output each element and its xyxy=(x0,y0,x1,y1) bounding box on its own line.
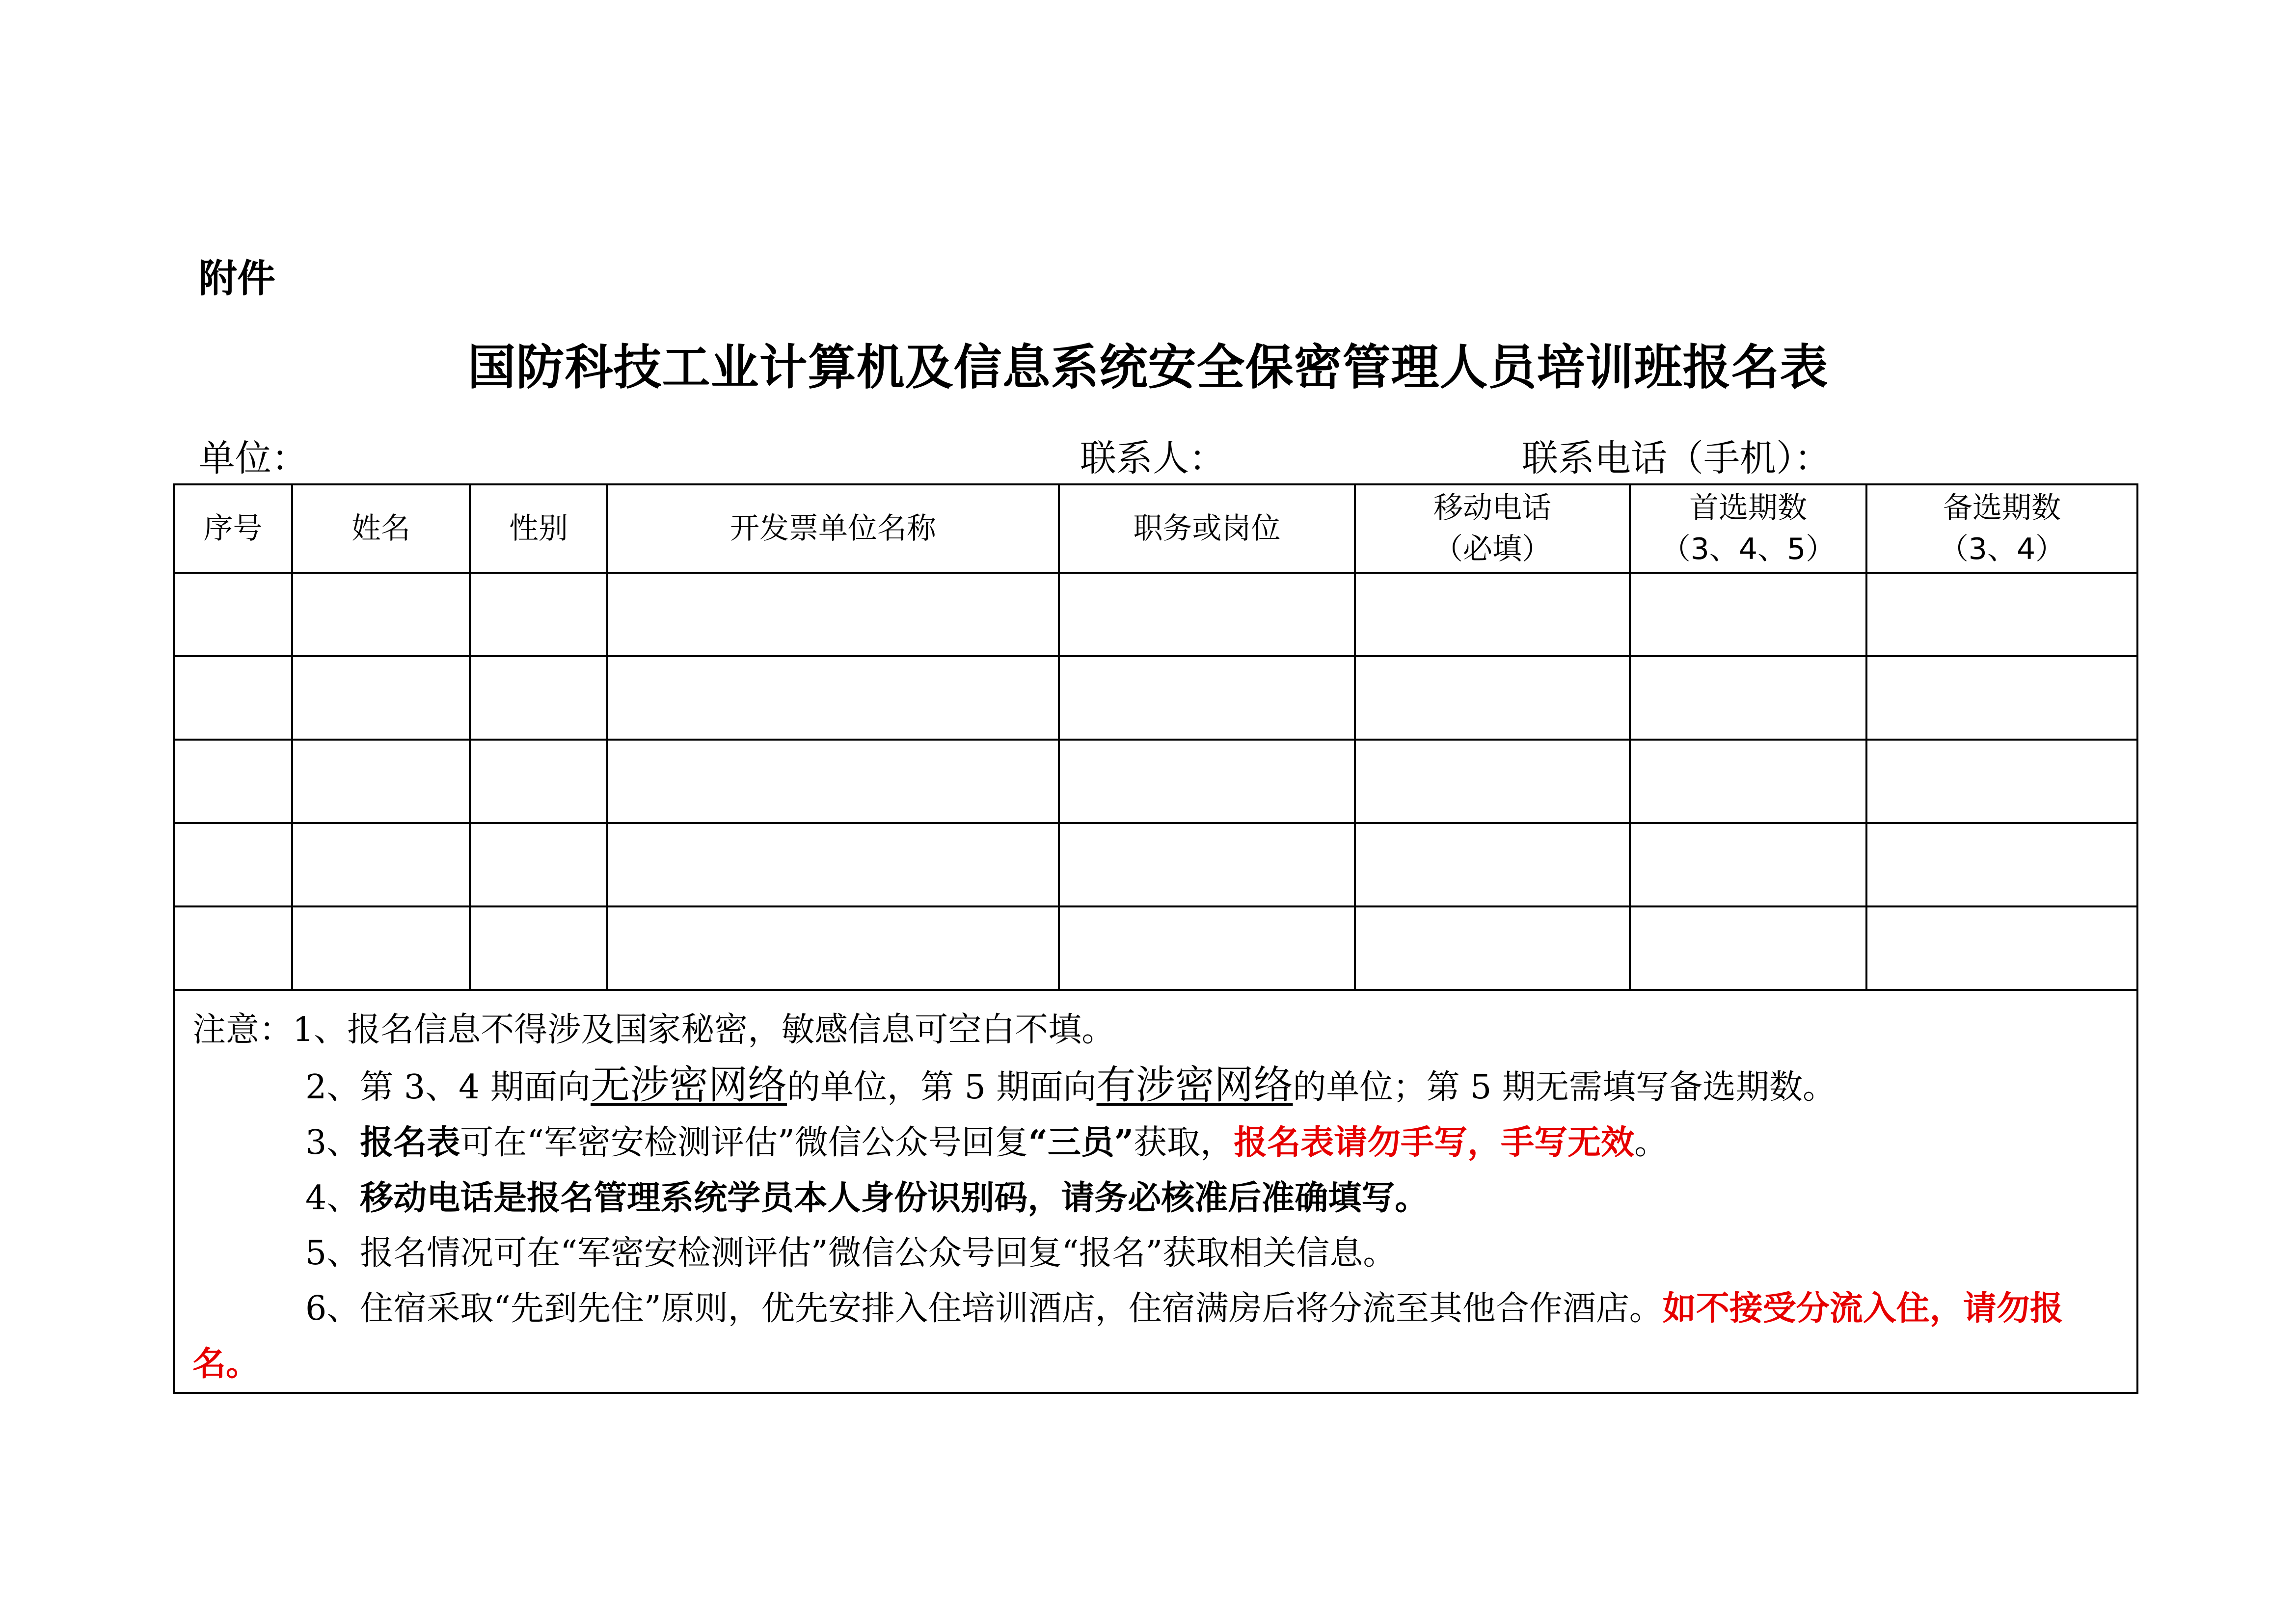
table-cell[interactable] xyxy=(607,573,1059,656)
header-second-choice: 备选期数 （3、4） xyxy=(1866,484,2137,573)
table-cell[interactable] xyxy=(1630,906,1866,990)
header-invoice-unit: 开发票单位名称 xyxy=(607,484,1059,573)
table-cell[interactable] xyxy=(1059,656,1355,740)
note-4: 4、移动电话是报名管理系统学员本人身份识别码，请务必核准后准确填写。 xyxy=(305,1178,1429,1218)
table-row xyxy=(174,656,2137,740)
table-cell[interactable] xyxy=(174,740,292,823)
table-cell[interactable] xyxy=(292,906,470,990)
header-first-choice: 首选期数 （3、4、5） xyxy=(1630,484,1866,573)
note-1: 注意：1、报名信息不得涉及国家秘密，敏感信息可空白不填。 xyxy=(192,1011,1115,1049)
table-cell[interactable] xyxy=(1059,823,1355,906)
table-cell[interactable] xyxy=(1355,906,1630,990)
table-cell[interactable] xyxy=(1059,740,1355,823)
table-cell[interactable] xyxy=(292,823,470,906)
registration-table xyxy=(173,483,2138,1394)
header-seq: 序号 xyxy=(174,484,292,573)
table-cell[interactable] xyxy=(470,906,607,990)
attachment-label: 附件 xyxy=(199,257,276,301)
table-cell[interactable] xyxy=(1866,823,2137,906)
table-cell[interactable] xyxy=(174,906,292,990)
table-cell[interactable] xyxy=(292,656,470,740)
phone-field-label: 联系电话（手机）： xyxy=(1522,437,1831,479)
table-cell[interactable] xyxy=(174,656,292,740)
notes-cell xyxy=(174,990,2137,1393)
note-6: 6、住宿采取“先到先住”原则，优先安排入住培训酒店，住宿满房后将分流至其他合作酒店。如不接受分流入住，请勿报名。 xyxy=(192,1289,2063,1384)
table-cell[interactable] xyxy=(607,656,1059,740)
table-row xyxy=(174,573,2137,656)
table-cell[interactable] xyxy=(607,823,1059,906)
table-cell[interactable] xyxy=(1059,906,1355,990)
table-cell[interactable] xyxy=(1355,573,1630,656)
table-cell[interactable] xyxy=(470,823,607,906)
table-cell[interactable] xyxy=(1630,573,1866,656)
table-cell[interactable] xyxy=(470,740,607,823)
table-cell[interactable] xyxy=(1355,740,1630,823)
table-cell[interactable] xyxy=(174,823,292,906)
table-cell[interactable] xyxy=(1630,740,1866,823)
page-title: 国防科技工业计算机及信息系统安全保密管理人员培训班报名表 xyxy=(467,339,1829,396)
header-mobile: 移动电话 （必填） xyxy=(1355,484,1630,573)
table-cell[interactable] xyxy=(1866,740,2137,823)
note-5: 5、报名情况可在“军密安检测评估”微信公众号回复“报名”获取相关信息。 xyxy=(305,1234,1397,1273)
table-row xyxy=(174,906,2137,990)
note-3: 3、报名表可在“军密安检测评估”微信公众号回复“三员”获取，报名表请勿手写，手写无效。 xyxy=(305,1123,1668,1162)
table-cell[interactable] xyxy=(1355,656,1630,740)
notes-row xyxy=(174,990,2137,1393)
table-cell[interactable] xyxy=(1866,573,2137,656)
table-row xyxy=(174,823,2137,906)
table-cell[interactable] xyxy=(292,740,470,823)
header-gender: 性别 xyxy=(470,484,607,573)
table-cell[interactable] xyxy=(1355,823,1630,906)
table-cell[interactable] xyxy=(1630,656,1866,740)
note-2: 2、第 3、4 期面向无涉密网络的单位，第 5 期面向有涉密网络的单位；第 5 期无需填写备选期数。 xyxy=(305,1062,1837,1108)
table-cell[interactable] xyxy=(1630,823,1866,906)
table-cell[interactable] xyxy=(607,906,1059,990)
header-name: 姓名 xyxy=(292,484,470,573)
table-cell[interactable] xyxy=(1059,573,1355,656)
table-cell[interactable] xyxy=(292,573,470,656)
table-cell[interactable] xyxy=(470,573,607,656)
unit-field-label: 单位： xyxy=(199,437,308,479)
contact-field-label: 联系人： xyxy=(1080,437,1225,479)
table-cell[interactable] xyxy=(1866,906,2137,990)
table-cell[interactable] xyxy=(1866,656,2137,740)
table-row xyxy=(174,740,2137,823)
table-cell[interactable] xyxy=(607,740,1059,823)
table-header-row xyxy=(174,484,2137,573)
table-cell[interactable] xyxy=(174,573,292,656)
table-cell[interactable] xyxy=(470,656,607,740)
header-position: 职务或岗位 xyxy=(1059,484,1355,573)
